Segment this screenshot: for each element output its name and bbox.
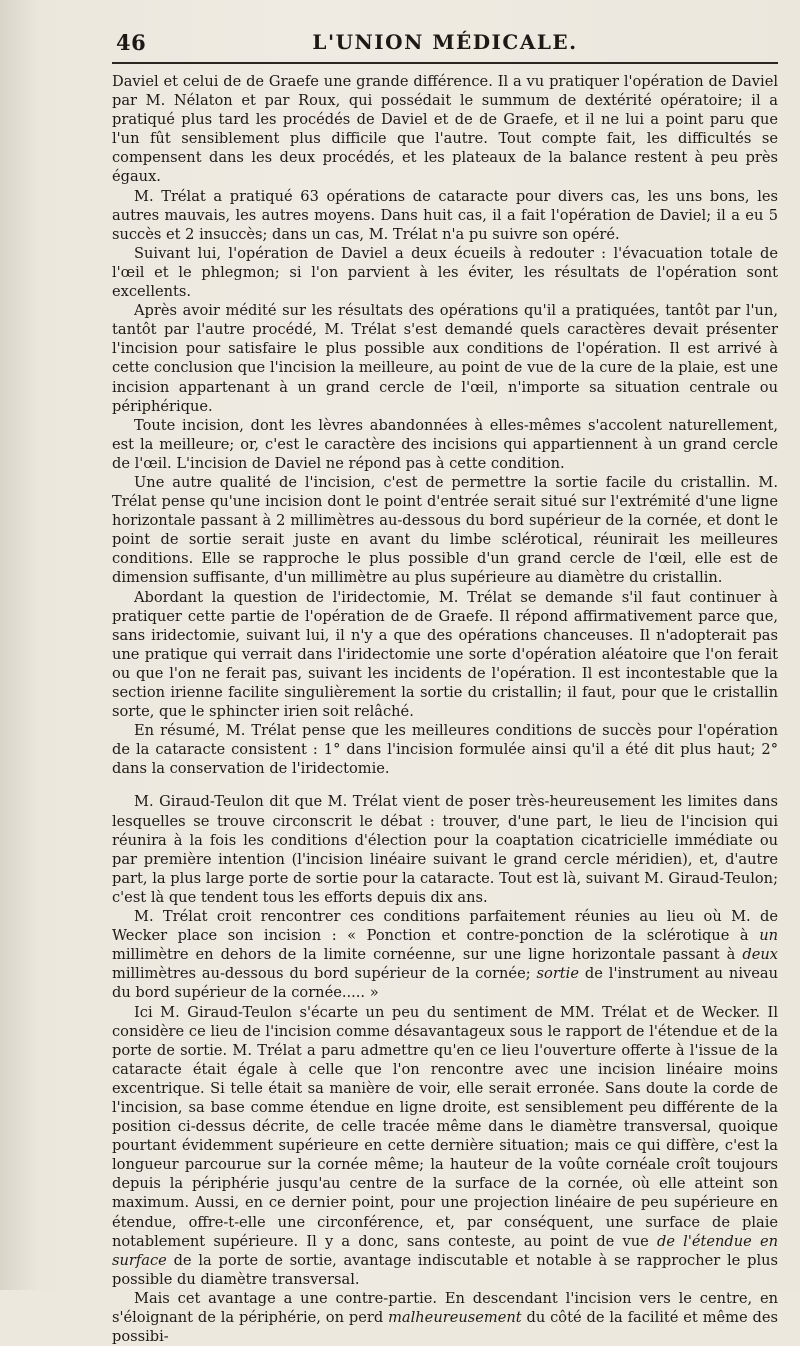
paragraph: Suivant lui, l'opération de Daviel a deux écueils à redouter : l'évacuation totale de l'œil et le phlegmon; si l'on parvient à les éviter, les résultats de l'opération sont excellents. [112, 244, 778, 301]
paragraph: Daviel et celui de de Graefe une grande différence. Il a vu pratiquer l'opération de Daviel par M. Nélaton et par Roux, qui possédait le summum de dextérité opératoire; il a pratiqué plus tard les procédés de Daviel et de de Graefe, et il ne lui a point paru que l'un fût sensiblement plus difficile que l'autre. Tout compte fait, les difficultés se compensent dans les deux procédés, et les plateaux de la balance restent à peu près égaux. [112, 73, 778, 186]
text-run: millimètre en dehors de la limite cornéenne, sur une ligne horizontale passant à [112, 946, 743, 964]
paragraph: Toute incision, dont les lèvres abandonnées à elles-mêmes s'accolent naturellement, est la meilleure; or, c'est le caractère des incisions qui appartiennent à un grand cercle de l'œil. L'incision de Daviel ne répond pas à cette condition. [112, 416, 778, 472]
text-run: Ici M. Giraud-Teulon s'écarte un peu du sentiment de MM. Trélat et de Wecker. Il considère ce lieu de l'incision comme désavantageux sous le rapport de l'étendue et de la porte de sortie. M. Trélat a paru admettre qu'en ce lieu l'ouverture offerte à l'issue de la cataracte était égale à celle que l'on rencontre avec une incision linéaire moins excentrique. Si telle était sa manière de voir, elle serait erronée. Sans doute la corde de l'incision, sa base comme étendue en ligne droite, est sensiblement peu différente de la position ci-dessus décrite, de celle tracée même dans le diamètre transversal, quoique pourtant évidemment supérieure en cette dernière situation; mais ce qui diffère, c'est la longueur parcourue sur la cornée même; la hauteur de la voûte cornéale croît toujours depuis la périphérie jusqu'au centre de la surface de la cornée, où elle atteint son maximum. Aussi, en ce dernier point, pour une projection linéaire de peu supérieure en étendue, offre-t-elle une circonférence, et, par conséquent, une surface de plaie notablement supérieure. Il y a donc, sans conteste, au point de vue [112, 1003, 778, 1250]
italic-phrase: de l'étendue en surface [112, 1232, 778, 1269]
italic-word: sortie [536, 965, 579, 983]
paragraph [112, 1289, 778, 1346]
text-run: millimètres au-dessous du bord supérieur de la cornée; [112, 965, 537, 983]
section-gap [112, 778, 778, 792]
header-rule [112, 62, 778, 64]
running-title: L'UNION MÉDICALE. [312, 30, 578, 54]
page-header [112, 0, 778, 62]
paragraph-wecker [112, 907, 778, 1002]
text-run: de l'instrument au niveau du bord supérieur de la cornée..... » [112, 965, 778, 1002]
paragraph: M. Giraud-Teulon dit que M. Trélat vient de poser très-heureusement les limites dans lesquelles se trouve circonscrit le débat : trouver, d'une part, le lieu de l'incision qui réunira à la fois les conditions d'élection pour la coaptation cicatricielle immédiate ou par première intention (l'incision linéaire suivant le grand cercle méridien), et, d'autre part, la plus large porte de sortie pour la cataracte. Tout est là, suivant M. Giraud-Teulon; c'est là que tendent tous les efforts depuis dix ans. [112, 793, 778, 906]
italic-word: malheureusement [388, 1309, 522, 1326]
paragraph: Une autre qualité de l'incision, c'est de permettre la sortie facile du cristallin. M. Trélat pense qu'une incision dont le point d'entrée serait situé sur l'extrémité d'une ligne horizontale passant à 2 millimètres au-dessous du bord supérieur de la cornée, et dont le point de sortie serait juste en avant du limbe sclérotical, réunirait les meilleures conditions. Elle se rapproche le plus possible d'un grand cercle de l'œil, elle est de dimension suffisante, d'un millimètre au plus supérieure au diamètre du cristallin. [112, 473, 778, 587]
paragraph [112, 1003, 778, 1289]
paragraph: M. Trélat a pratiqué 63 opérations de cataracte pour divers cas, les uns bons, les autres mauvais, les autres moyens. Dans huit cas, il a fait l'opération de Daviel; il a eu 5 succès et 2 insuccès; dans un cas, M. Trélat n'a pu suivre son opéré. [112, 187, 778, 243]
article-body [112, 72, 778, 1346]
paragraph: En résumé, M. Trélat pense que les meilleures conditions de succès pour l'opération de la cataracte consistent : 1° dans l'incision formulée ainsi qu'il a été dit plus haut; 2° dans la conservation de l'iridectomie. [112, 722, 778, 778]
text-run: Mais cet avantage a une contre-partie. En descendant l'incision vers le centre, en s'éloignant de la périphérie, on perd [112, 1289, 778, 1326]
italic-word: deux [742, 946, 778, 964]
text-run: de la porte de sortie, avantage indiscutable et notable à se rapprocher le plus possible du diamètre transversal. [112, 1251, 778, 1288]
page-number: 46 [116, 30, 147, 55]
paragraph: Après avoir médité sur les résultats des opérations qu'il a pratiquées, tantôt par l'un, tantôt par l'autre procédé, M. Trélat s'est demandé quels caractères devait présenter l'incision pour satisfaire le plus possible aux conditions de l'opération. Il est arrivé à cette conclusion que l'incision la meilleure, au point de vue de la cure de la plaie, est une incision appartenant à un grand cercle de l'œil, n'importe sa situation centrale ou périphérique. [112, 302, 778, 415]
italic-word: un [759, 927, 778, 945]
text-run: M. Trélat croit rencontrer ces conditions parfaitement réunies au lieu où M. de Wecker place son incision : « Ponction et contre-ponction de la sclérotique à [112, 908, 778, 945]
text-run: du côté de la facilité et même des possibi- [112, 1309, 779, 1346]
paragraph: Abordant la question de l'iridectomie, M. Trélat se demande s'il faut continuer à pratiquer cette partie de l'opération de de Graefe. Il répond affirmativement parce que, sans iridectomie, suivant lui, il n'y a que des opérations chanceuses. Il n'adopterait pas une pratique qui verrait dans l'iridectomie une sorte d'opération aléatoire que l'on ferait ou que l'on ne ferait pas, suivant les incidents de l'opération. Il est incontestable que la section irienne facilite singulièrement la sortie du cristallin; il faut, pour que le cristallin sorte, que le sphincter irien soit relâché. [112, 588, 778, 721]
